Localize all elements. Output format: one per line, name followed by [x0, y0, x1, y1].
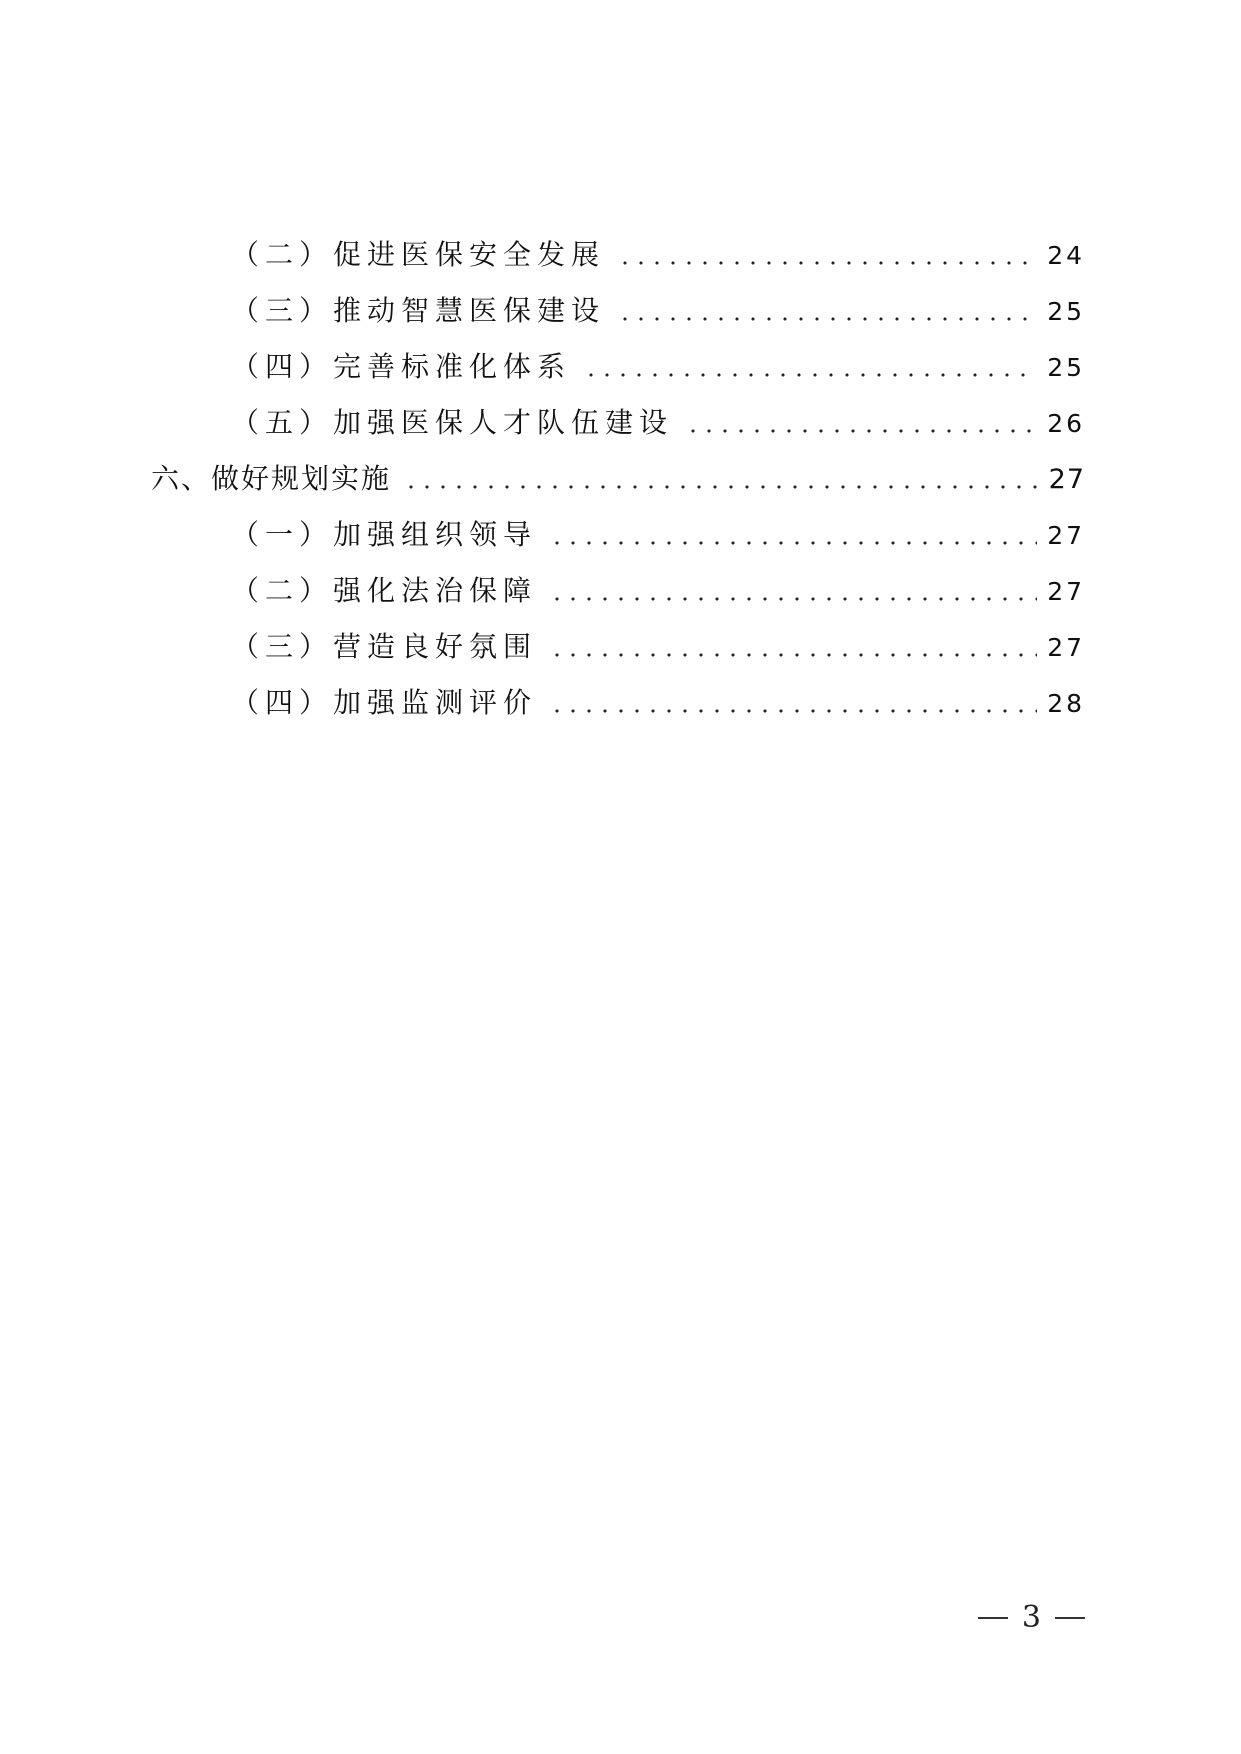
toc-chapter-entry[interactable] — [151, 457, 1085, 501]
toc-dot-leader — [549, 596, 1037, 602]
toc-entry[interactable] — [231, 569, 1085, 613]
toc-entry[interactable] — [231, 233, 1085, 277]
footer-dash-left — [978, 1617, 1008, 1619]
toc-entry-page: 25 — [1047, 353, 1085, 382]
toc-entry-page: 26 — [1047, 409, 1085, 438]
toc-entry-title: （一）加强组织领导 — [231, 518, 538, 551]
toc-entry-title: （三）营造良好氛围 — [231, 630, 538, 663]
toc-entry-title: （二）促进医保安全发展 — [231, 238, 606, 271]
toc-entry-title: （五）加强医保人才队伍建设 — [231, 406, 674, 439]
toc-entry-title: （四）完善标准化体系 — [231, 350, 572, 383]
toc-dot-leader — [617, 316, 1037, 322]
toc-chapter-title: 六、做好规划实施 — [151, 462, 392, 495]
toc-dot-leader — [403, 484, 1039, 490]
toc-entry-title: （三）推动智慧医保建设 — [231, 294, 606, 327]
toc-entry-page: 28 — [1047, 689, 1085, 718]
toc-entry-title: （四）加强监测评价 — [231, 686, 538, 719]
toc-entry[interactable] — [231, 625, 1085, 669]
toc-entry[interactable] — [231, 513, 1085, 557]
toc-dot-leader — [549, 708, 1037, 714]
toc-entry[interactable] — [231, 401, 1085, 445]
toc-dot-leader — [617, 260, 1037, 266]
page-number: 3 — [1021, 1600, 1041, 1635]
toc-entry-page: 27 — [1047, 633, 1085, 662]
toc-entry-page: 27 — [1047, 577, 1085, 606]
toc-entry-title: （二）强化法治保障 — [231, 574, 538, 607]
toc-chapter-page: 27 — [1048, 464, 1085, 495]
toc-dot-leader — [549, 540, 1037, 546]
toc-entry[interactable] — [231, 289, 1085, 333]
toc-entry-page: 24 — [1047, 241, 1085, 270]
toc-entry-page: 27 — [1047, 521, 1085, 550]
toc-dot-leader — [685, 428, 1037, 434]
toc-entry[interactable] — [231, 345, 1085, 389]
toc-entry[interactable] — [231, 681, 1085, 725]
toc-entry-page: 25 — [1047, 297, 1085, 326]
toc-dot-leader — [549, 652, 1037, 658]
toc-dot-leader — [583, 372, 1037, 378]
page-footer — [978, 1600, 1085, 1635]
footer-dash-right — [1055, 1617, 1085, 1619]
